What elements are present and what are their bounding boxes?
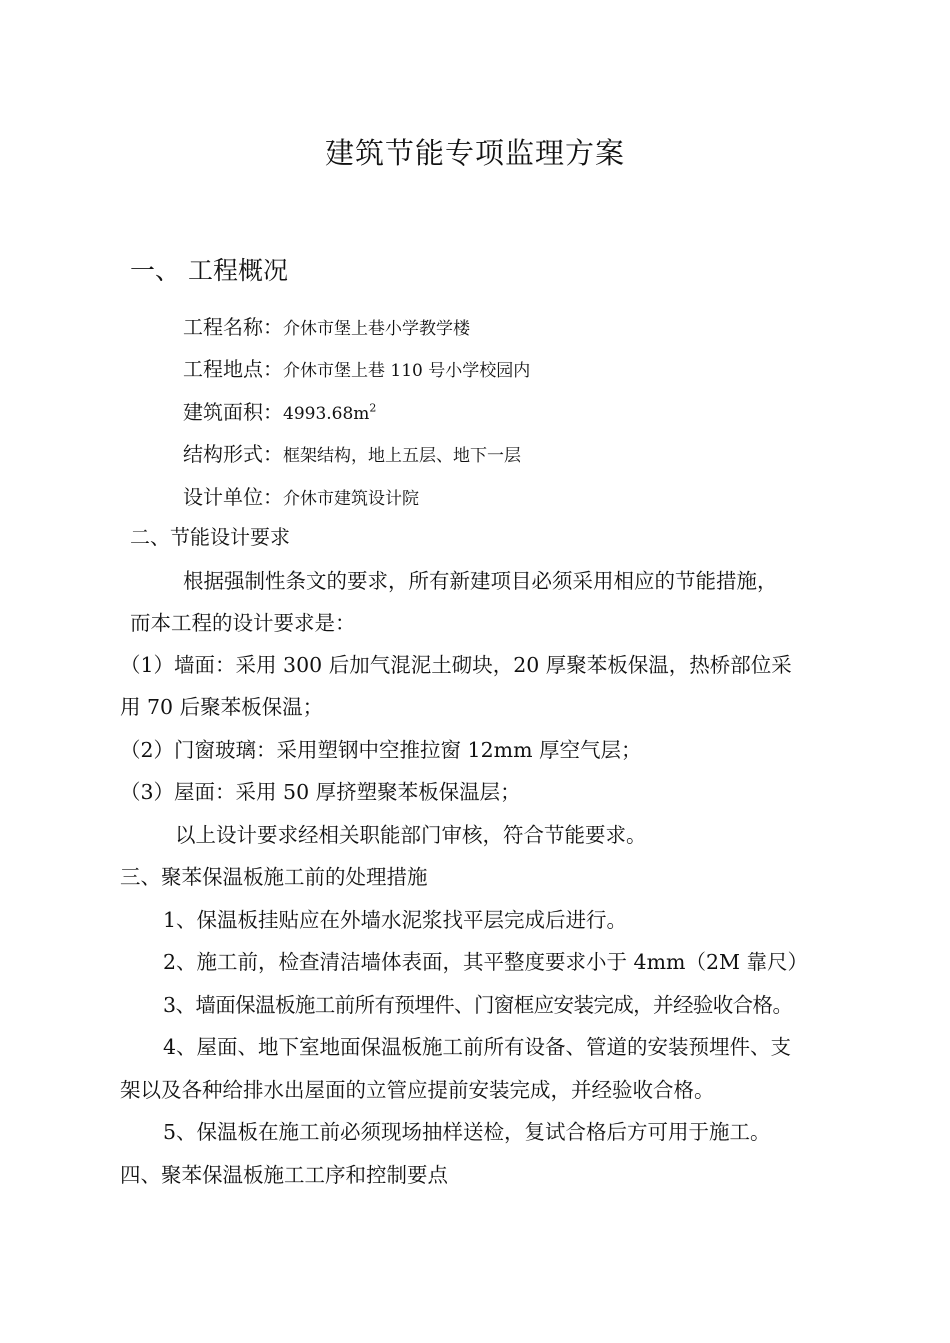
section3-item1: 1、保温板挂贴应在外墙水泥浆找平层完成后进行。 bbox=[163, 908, 628, 932]
info-value: 介休市建筑设计院 bbox=[283, 489, 419, 509]
info-row-building-area bbox=[183, 396, 376, 425]
info-label: 结构形式： bbox=[183, 442, 283, 466]
section2-item3: （3）屋面：采用 50 厚挤塑聚苯板保温层； bbox=[120, 780, 521, 804]
info-value: 4993.68m bbox=[283, 404, 370, 424]
info-value: 介休市堡上巷 110 号小学校园内 bbox=[283, 361, 531, 381]
section2-intro-line1: 根据强制性条文的要求，所有新建项目必须采用相应的节能措施， bbox=[183, 569, 778, 593]
info-row-structure-type bbox=[183, 438, 521, 467]
document-title: 建筑节能专项监理方案 bbox=[324, 136, 625, 170]
info-value-superscript: 2 bbox=[369, 401, 377, 415]
info-label: 建筑面积： bbox=[183, 400, 283, 424]
section3-heading: 三、聚苯保温板施工前的处理措施 bbox=[120, 865, 428, 889]
section2-heading: 二、节能设计要求 bbox=[130, 525, 290, 549]
info-value: 框架结构，地上五层、地下一层 bbox=[283, 446, 521, 466]
section3-item3: 3、墙面保温板施工前所有预埋件、门窗框应安装完成，并经验收合格。 bbox=[163, 993, 793, 1017]
info-row-project-location bbox=[183, 353, 530, 382]
section1-heading: 一、 工程概况 bbox=[130, 256, 288, 285]
info-label: 工程名称： bbox=[183, 315, 283, 339]
section2-item2: （2）门窗玻璃：采用塑钢中空推拉窗 12mm 厚空气层； bbox=[120, 738, 642, 762]
section2-item1-line2: 用 70 后聚苯板保温； bbox=[120, 695, 324, 719]
info-value: 介休市堡上巷小学教学楼 bbox=[283, 319, 470, 339]
section2-intro-line2: 而本工程的设计要求是： bbox=[130, 611, 356, 635]
info-label: 设计单位： bbox=[183, 485, 283, 509]
section3-item2: 2、施工前，检查清洁墙体表面，其平整度要求小于 4mm（2M 靠尺） bbox=[163, 950, 809, 974]
section2-item1-line1: （1）墙面：采用 300 后加气混泥土砌块，20 厚聚苯板保温，热桥部位采 bbox=[120, 653, 792, 677]
section3-item4-line1: 4、屋面、地下室地面保温板施工前所有设备、管道的安装预埋件、支 bbox=[163, 1035, 792, 1059]
section4-heading: 四、聚苯保温板施工工序和控制要点 bbox=[120, 1163, 448, 1187]
info-row-project-name bbox=[183, 311, 470, 340]
section3-item5: 5、保温板在施工前必须现场抽样送检，复试合格后方可用于施工。 bbox=[163, 1120, 771, 1144]
section3-item4-line2: 架以及各种给排水出屋面的立管应提前安装完成，并经验收合格。 bbox=[120, 1078, 715, 1102]
info-row-design-unit bbox=[183, 481, 419, 510]
info-label: 工程地点： bbox=[183, 357, 283, 381]
section2-conclusion: 以上设计要求经相关职能部门审核，符合节能要求。 bbox=[175, 823, 647, 847]
